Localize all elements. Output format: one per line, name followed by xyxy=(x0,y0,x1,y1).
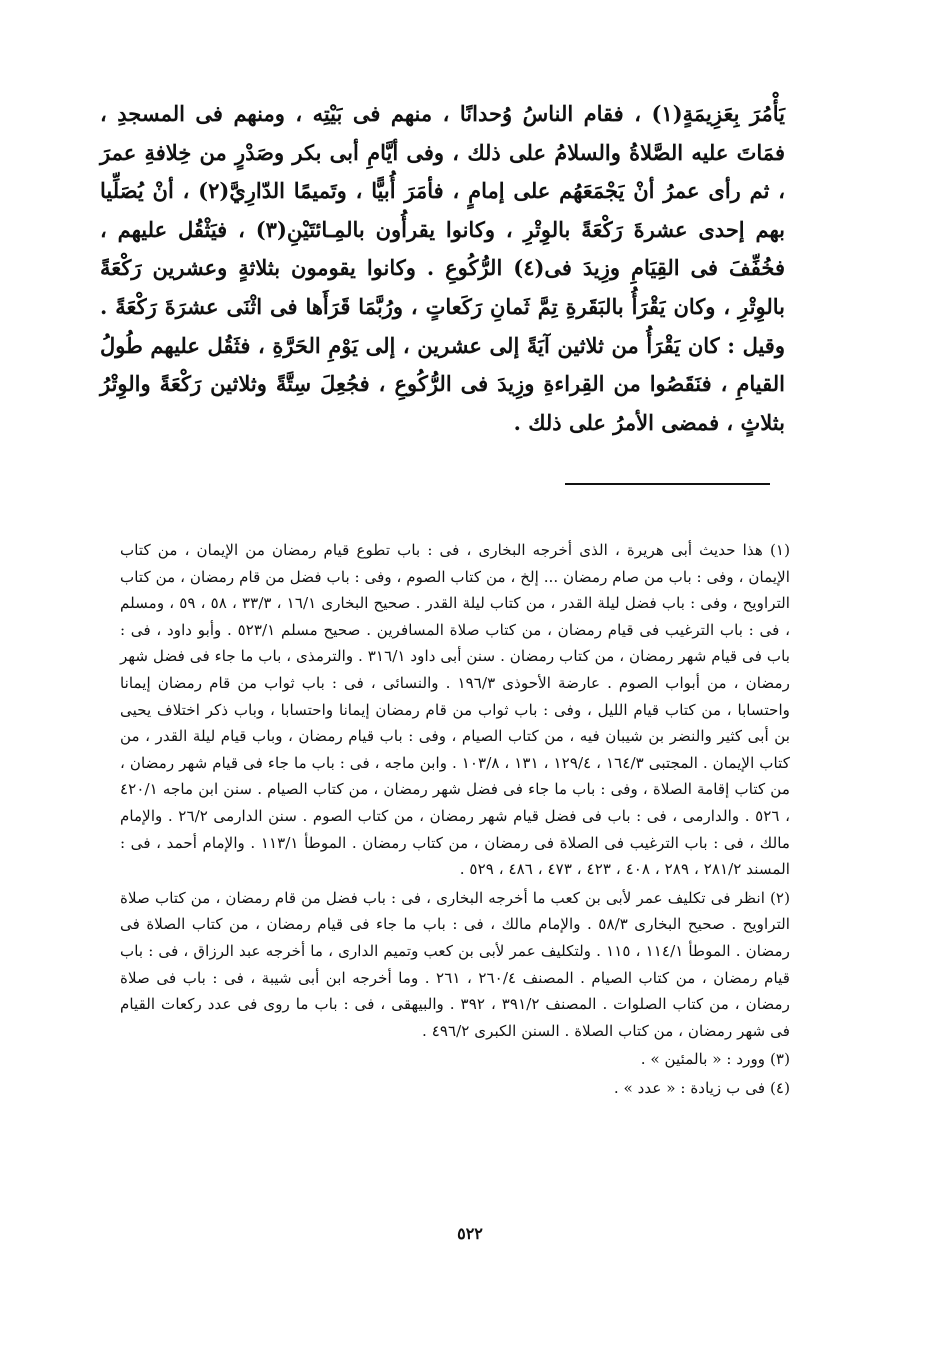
main-paragraph: يَأْمُرَ بِعَزِيمَةٍ(١) ، فقام الناسُ وُحدانًا ، منهم فى بَيْتِه ، ومنهم فى المسجدِ ، فمَاتَ عليه الصَّلاةُ والسلامُ على ذلك ، وفى أيَّامِ أبى بكر وصَدْرٍ من خِلافةِ عمرَ ، ثم رأى عمرُ أنْ يَجْمَعَهُم على إمامٍ ، فأمَرَ أُبيًّا ، وتَميمًا الدّارِيَّ(٢) ، أنْ يُصَلِّيا بهم إحدى عشرةَ رَكْعَةً بالوِتْرِ ، وكانوا يقرأُون بالمِـائتَيْنِ(٣) ، فيَثْقُل عليهم ، فخُفِّفَ فى القِيَامِ وزِيدَ فى(٤) الرُّكُوعِ . وكانوا يقومون بثلاثةٍ وعشرين رَكْعَةً بالوِتْرِ ، وكان يَقْرَأُ بالبَقَرةِ تِمَّ ثَمانِ رَكَعاتٍ ، ورُبَّمَا قَرَأَها فى اثْنَى عشرَةَ رَكْعَةً . وقيل : كان يَقْرَأُ من ثلاثين آيَةً إلى عشرين ، إلى يَوْمِ الحَرَّةِ ، فثَقُل عليهم طُولُ القيامِ ، فنَقَصُوا من القِراءةِ وزِيدَ فى الرُّكُوعِ ، فجُعِلَ سِتَّةً وثلاثين رَكْعَةً والوِتْرُ بثلاثٍ ، فمضى الأمرُ على ذلك . xyxy=(100,101,786,435)
footnotes-section xyxy=(120,537,790,1103)
footnote-separator-line xyxy=(565,483,770,485)
footnote-1: (١) هذا حديث أبى هريرة ، الذى أخرجه البخارى ، فى : باب تطوع قيام رمضان من الإيمان ، من كتاب الإيمان ، وفى : باب من صام رمضان ... إلخ ، من كتاب الصوم ، وفى : باب فضل من قام رمضان ، من كتاب التراويح ، وفى : باب فضل ليلة القدر ، من كتاب ليلة القدر . صحيح البخارى ١٦/١ ، ٣٣/٣ ، ٥٨ ، ٥٩ ، ومسلم ، فى : باب الترغيب فى قيام رمضان ، من كتاب صلاة المسافرين . صحيح مسلم ٥٢٣/١ . وأبو داود ، فى : باب فى قيام شهر رمضان ، من كتاب رمضان . سنن أبى داود ٣١٦/١ . والترمذى ، باب ما جاء فى فضل شهر رمضان ، من أبواب الصوم . عارضة الأحوذى ١٩٦/٣ . والنسائى ، فى : باب ثواب من قام رمضان إيمانا واحتسابا ، من كتاب قيام الليل ، وفى : باب ثواب من قام رمضان إيمانا واحتسابا ، وباب ذكر اختلاف يحيى بن أبى كثير والنضر بن شيبان فيه ، من كتاب الصيام ، وفى : باب قيام رمضان ، وباب قيام ليلة القدر ، من كتاب الإيمان . المجتبى ١٦٤/٣ ، ١٢٩/٤ ، ١٣١ ، ١٠٣/٨ . وابن ماجه ، فى : باب ما جاء فى قيام شهر رمضان ، من كتاب إقامة الصلاة ، وفى : باب ما جاء فى فضل شهر رمضان ، من كتاب الصيام . سنن ابن ماجه ٤٢٠/١ ، ٥٢٦ . والدارمى ، فى : باب فى فضل قيام شهر رمضان ، من كتاب الصوم . سنن الدارمى ٢٦/٢ . والإمام مالك ، فى : باب الترغيب فى الصلاة فى رمضان ، من كتاب رمضان . الموطأ ١١٣/١ . والإمام أحمد ، فى : المسند ٢٨١/٢ ، ٢٨٩ ، ٤٠٨ ، ٤٢٣ ، ٤٧٣ ، ٤٨٦ ، ٥٢٩ . xyxy=(120,541,791,879)
footnote-4: (٤) فى ب زيادة : « عدد » . xyxy=(613,1078,790,1097)
footnote-2: (٢) انظر فى تكليف عمر لأبى بن كعب ما أخرجه البخارى ، فى : باب فضل من قام رمضان ، من كتاب صلاة التراويح . صحيح البخارى ٥٨/٣ . والإمام مالك ، فى : باب ما جاء فى قيام رمضان ، من كتاب الصلاة فى رمضان . الموطأ ١١٤/١ ، ١١٥ . ولتكليف عمر لأبى بن كعب وتميم الدارى ، ما أخرجه عبد الرزاق ، فى : باب قيام رمضان ، من كتاب الصيام . المصنف ٢٦٠/٤ ، ٢٦١ . وما أخرجه ابن أبى شيبة ، فى : باب فى صلاة رمضان ، من كتاب الصلوات . المصنف ٣٩١/٢ ، ٣٩٢ . والبيهقى ، فى : باب ما روى فى عدد ركعات القيام فى شهر رمضان ، من كتاب الصلاة . السنن الكبرى ٤٩٦/٢ . xyxy=(120,888,791,1040)
footnote-3: (٣) وورد : « بالمئين » . xyxy=(640,1050,790,1069)
page-number: ٥٢٢ xyxy=(457,1224,483,1243)
main-body-text xyxy=(100,95,785,442)
